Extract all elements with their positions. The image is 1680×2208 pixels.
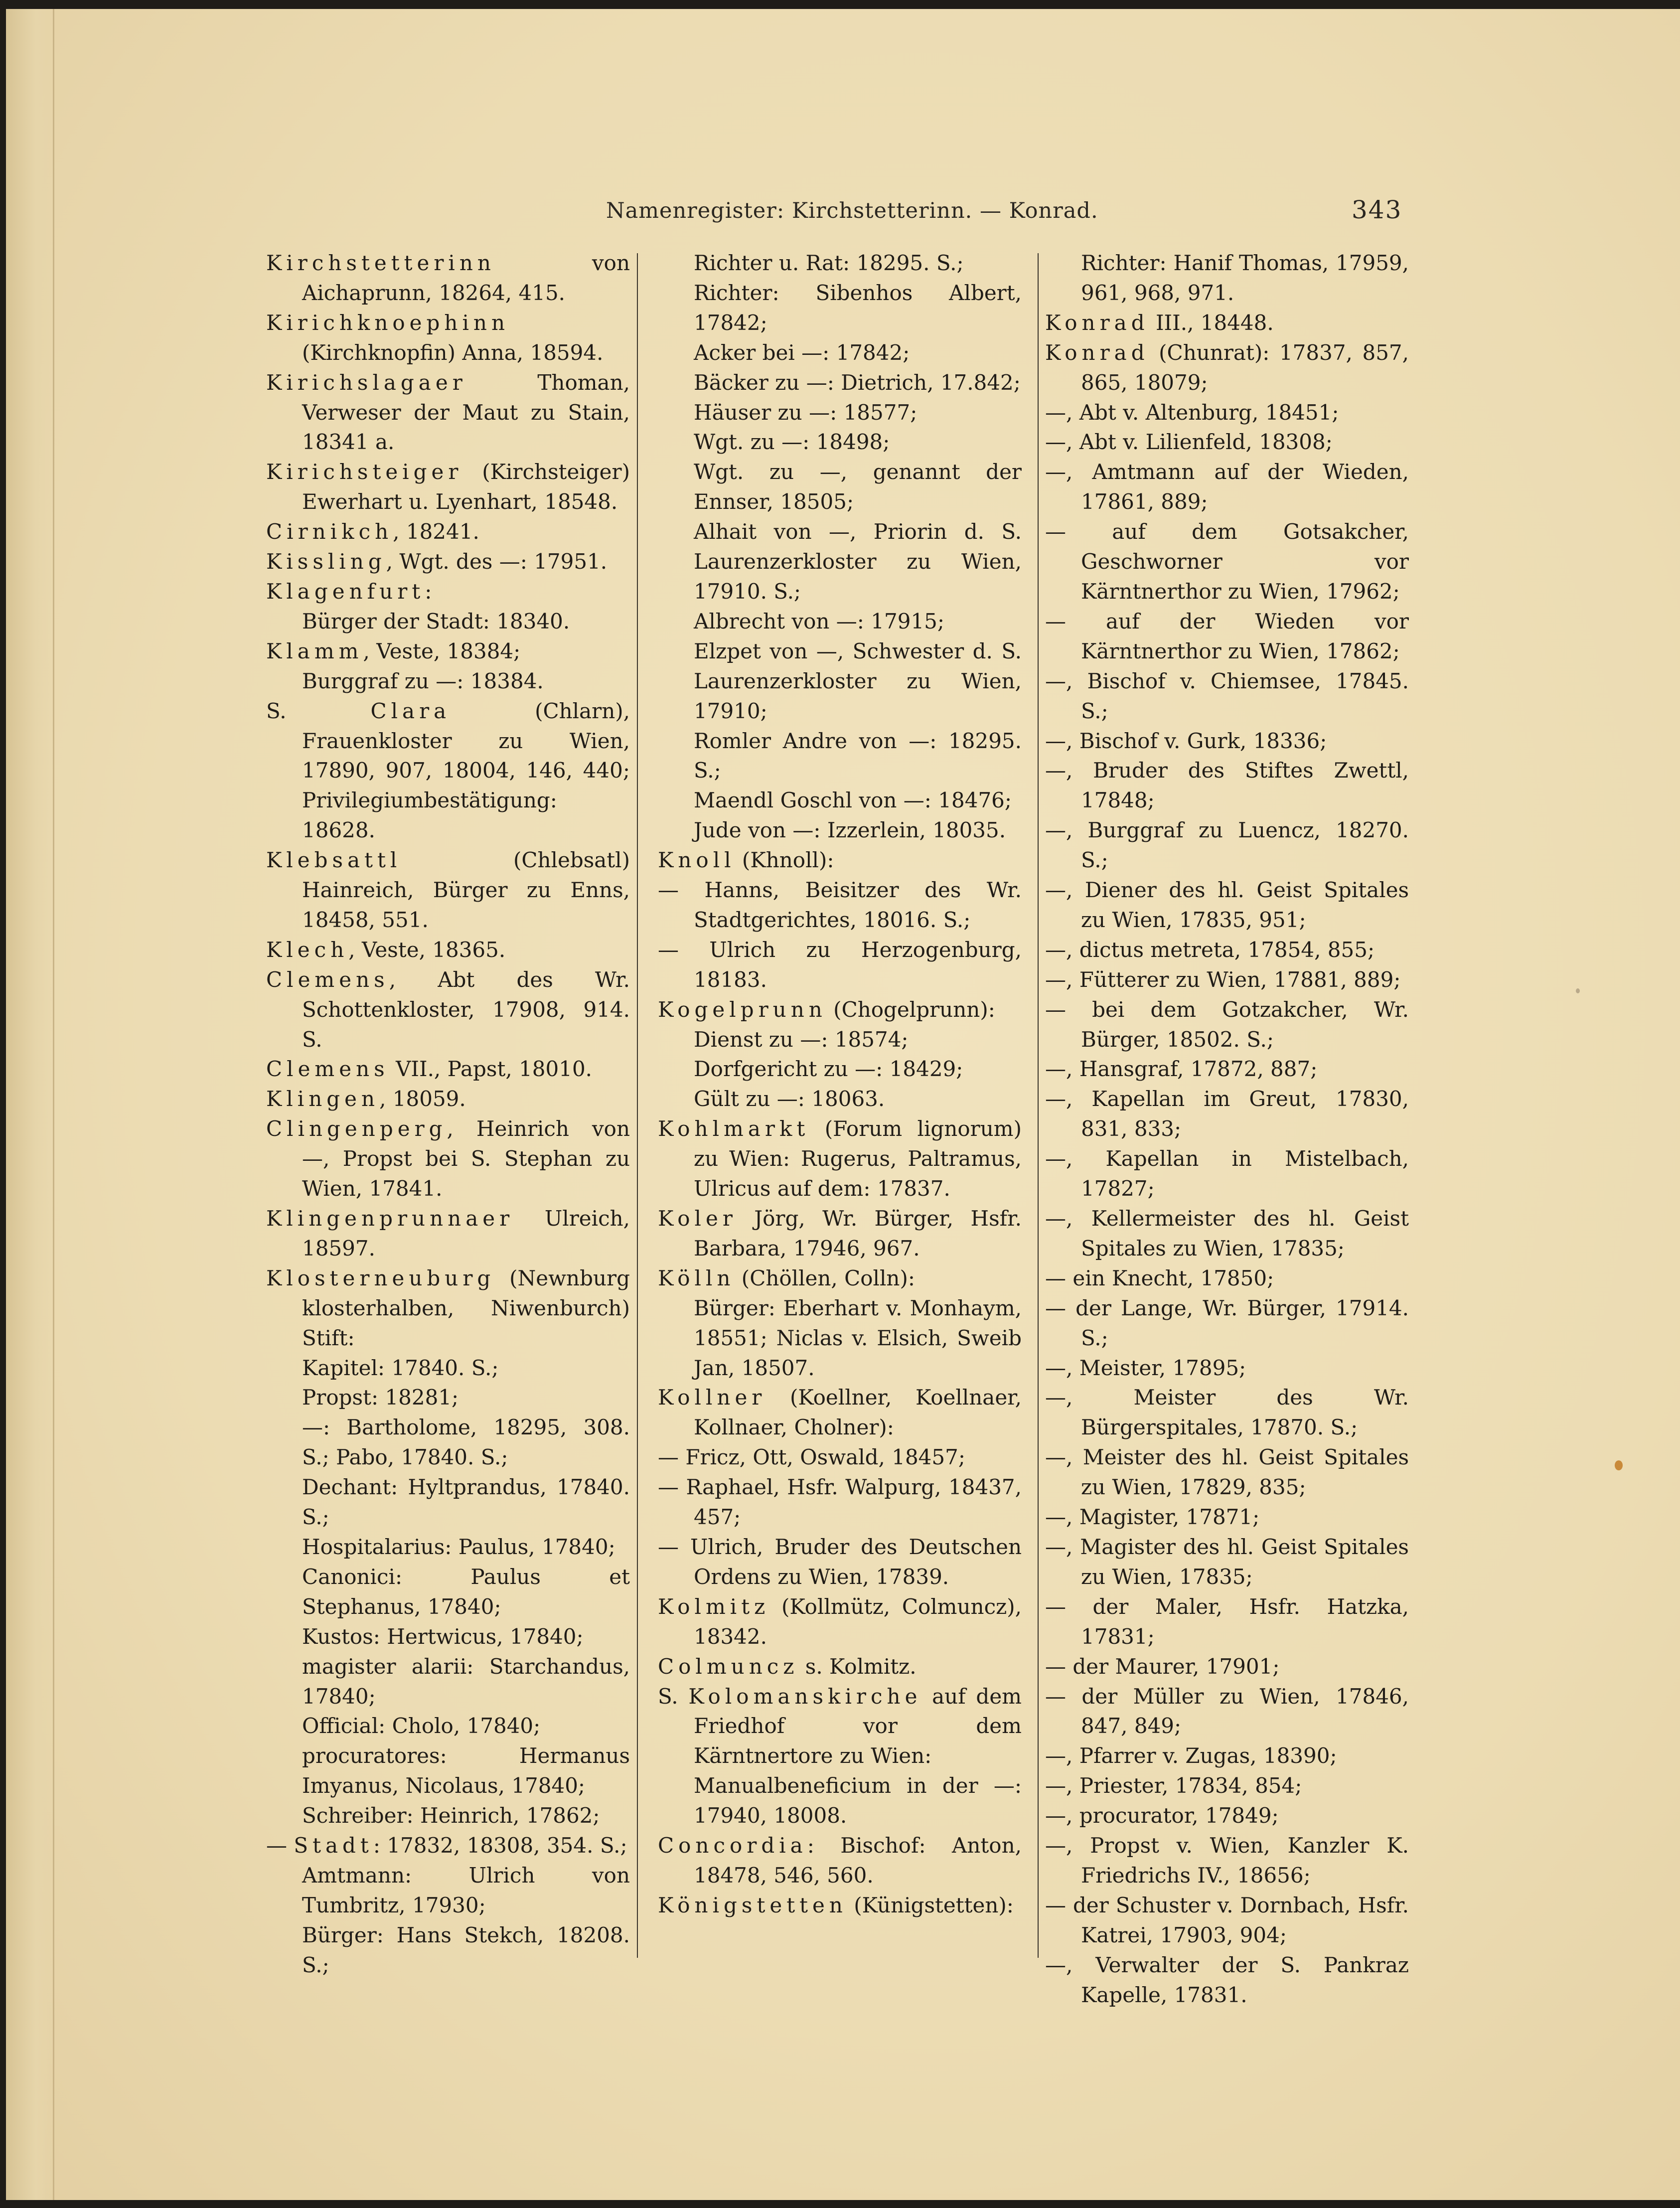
entry-keyword: Klech	[266, 937, 349, 962]
index-entry	[658, 338, 1022, 368]
index-entry	[1045, 1263, 1409, 1293]
index-entry	[658, 1472, 1022, 1532]
index-entry	[1045, 1532, 1409, 1592]
entry-text: Wgt. zu —, genannt der Ennser, 18505;	[694, 460, 1022, 514]
entry-text: Gült zu —: 18063.	[694, 1087, 885, 1111]
index-entry	[658, 1532, 1022, 1592]
entry-text: Maendl Goschl von —: 18476;	[694, 788, 1012, 813]
index-entry	[1045, 1652, 1409, 1682]
entry-keyword: Cirnikch	[266, 519, 393, 544]
index-entry	[266, 248, 630, 308]
index-entry	[658, 1025, 1022, 1055]
entry-text: VII., Papst, 18010.	[389, 1057, 593, 1082]
index-entry	[266, 547, 630, 577]
entry-text: — der Schuster v. Dornbach, Hsfr. Katrei, 17903, 904;	[1045, 1893, 1409, 1947]
index-entry	[1045, 1801, 1409, 1831]
entry-text: Bürger: Eberhart v. Monhaym, 18551; Niclas v. Elsich, Sweib Jan, 18507.	[694, 1295, 1022, 1380]
entry-keyword: Klingenprunnaer	[266, 1206, 514, 1231]
entry-text: Manualbeneficium in der —: 17940, 18008.	[694, 1773, 1022, 1828]
index-entry	[266, 1114, 630, 1204]
entry-text: Romler Andre von —: 18295. S.;	[694, 728, 1022, 783]
index-entry	[1045, 666, 1409, 726]
entry-text: Richter: Hanif Thomas, 17959, 961, 968, 971.	[1081, 251, 1409, 305]
entry-keyword: Concordia	[658, 1833, 807, 1858]
entry-text: : Bischof: Anton, 18478, 546, 560.	[694, 1833, 1022, 1888]
entry-text: Amtmann: Ulrich von Tumbritz, 17930;	[302, 1863, 630, 1917]
entry-text: — der Müller zu Wien, 17846, 847, 849;	[1045, 1684, 1409, 1738]
index-entry	[658, 1084, 1022, 1114]
index-entry	[266, 1652, 630, 1712]
entry-keyword: Clemens	[266, 1057, 389, 1082]
entry-text: magister alarii: Starchandus, 17840;	[302, 1654, 630, 1709]
index-entry	[266, 696, 630, 846]
index-entry	[1045, 1054, 1409, 1084]
entry-text: —, Meister des hl. Geist Spitales zu Wien, 17829, 835;	[1045, 1445, 1409, 1500]
index-column-1	[266, 248, 630, 1980]
entry-text: , Abt des Wr. Schottenkloster, 17908, 914. S.	[302, 967, 630, 1052]
index-entry	[1045, 1442, 1409, 1502]
entry-text: Wgt. zu —: 18498;	[694, 430, 890, 455]
entry-text: Bürger der Stadt: 18340.	[302, 609, 570, 633]
index-entry	[266, 1413, 630, 1472]
index-entry	[1045, 398, 1409, 428]
entry-text: von Aichaprunn, 18264, 415.	[302, 251, 630, 305]
index-entry	[266, 1562, 630, 1622]
index-entry	[266, 607, 630, 636]
index-entry	[266, 1711, 630, 1741]
index-entry	[658, 875, 1022, 935]
entry-keyword: Klamm	[266, 638, 363, 663]
entry-text: Propst: 18281;	[302, 1385, 459, 1410]
entry-text: (Chlarn), Frauenkloster zu Wien, 17890, 907, 18004, 146, 440; Privilegiumbestätigung: 18628.	[302, 698, 630, 843]
entry-text: —, Bruder des Stiftes Zwettl, 17848;	[1045, 758, 1409, 813]
page-header	[6, 194, 1680, 229]
entry-text: Schreiber: Heinrich, 17862;	[302, 1803, 600, 1828]
entry-text: Jude von —: Izzerlein, 18035.	[694, 818, 1006, 843]
entry-text: Alhait von —, Priorin d. S. Laurenzerkloster zu Wien, 17910. S.;	[694, 519, 1022, 604]
index-entry	[266, 1353, 630, 1383]
index-entry	[658, 995, 1022, 1025]
index-entry	[658, 427, 1022, 457]
entry-text: , Wgt. des —: 17951.	[386, 549, 608, 574]
entry-prefix: S.	[266, 698, 371, 723]
index-entry	[1045, 517, 1409, 607]
index-entry	[658, 368, 1022, 398]
binding-fold	[53, 9, 54, 2200]
index-entry	[1045, 607, 1409, 666]
index-entry	[266, 457, 630, 517]
entry-keyword: Kollner	[658, 1385, 766, 1410]
entry-text: — ein Knecht, 17850;	[1045, 1265, 1274, 1290]
index-entry	[1045, 756, 1409, 815]
entry-keyword: Königstetten	[658, 1893, 847, 1917]
index-entry	[1045, 248, 1409, 308]
index-entry	[1045, 1741, 1409, 1771]
entry-text: —, Meister des Wr. Bürgerspitales, 17870. S.;	[1045, 1385, 1409, 1440]
index-entry	[1045, 1682, 1409, 1741]
entry-text: —, Kapellan in Mistelbach, 17827;	[1045, 1146, 1409, 1201]
index-entry	[1045, 965, 1409, 995]
index-entry	[658, 636, 1022, 726]
paper-stain	[1576, 988, 1580, 993]
entry-text: Kapitel: 17840. S.;	[302, 1355, 499, 1380]
entry-text: —, Magister, 17871;	[1045, 1505, 1260, 1530]
index-entry	[658, 248, 1022, 278]
entry-text: Bäcker zu —: Dietrich, 17.842;	[694, 370, 1021, 395]
entry-keyword: Clingenperg	[266, 1116, 447, 1141]
entry-text: Burggraf zu —: 18384.	[302, 668, 544, 693]
entry-text: (Koellner, Koellnaer, Kollnaer, Cholner):	[694, 1385, 1022, 1440]
entry-keyword: Klingen	[266, 1087, 380, 1111]
entry-text: —, Verwalter der S. Pankraz Kapelle, 17831.	[1045, 1952, 1409, 2007]
index-entry	[1045, 427, 1409, 457]
entry-text: — der Maler, Hsfr. Hatzka, 17831;	[1045, 1594, 1409, 1649]
index-entry	[658, 935, 1022, 995]
column-divider	[637, 253, 638, 1958]
index-entry	[1045, 1771, 1409, 1801]
entry-keyword: Konrad	[1045, 340, 1149, 365]
entry-text: Ulreich, 18597.	[302, 1206, 630, 1261]
running-title: Namenregister: Kirchstetterinn. — Konrad.	[606, 198, 1098, 223]
index-entry	[1045, 815, 1409, 875]
entry-text: Dienst zu —: 18574;	[694, 1027, 909, 1052]
index-entry	[1045, 1204, 1409, 1263]
index-entry	[1045, 1144, 1409, 1204]
index-entry	[658, 1263, 1022, 1293]
entry-text: , Heinrich von —, Propst bei S. Stephan zu Wien, 17841.	[302, 1116, 630, 1201]
entry-text: auf dem Friedhof vor dem Kärntnertore zu Wien:	[694, 1684, 1022, 1768]
entry-text: III., 18448.	[1149, 310, 1274, 335]
index-entry	[658, 1054, 1022, 1084]
index-entry	[1045, 1831, 1409, 1891]
index-entry	[1045, 1353, 1409, 1383]
index-entry	[658, 1442, 1022, 1472]
entry-text: —: Bartholome, 18295, 308. S.; Pabo, 17840. S.;	[302, 1415, 630, 1470]
index-entry	[1045, 875, 1409, 935]
entry-keyword: Koler	[658, 1206, 737, 1231]
index-entry	[658, 278, 1022, 338]
index-entry	[658, 1771, 1022, 1831]
entry-text: — bei dem Gotzakcher, Wr. Bürger, 18502. S.;	[1045, 997, 1409, 1052]
entry-keyword: Kölln	[658, 1265, 735, 1290]
entry-text: —, Hansgraf, 17872, 887;	[1045, 1057, 1318, 1082]
entry-text: —, Bischof v. Gurk, 18336;	[1045, 728, 1327, 753]
entry-keyword: Kohlmarkt	[658, 1116, 810, 1141]
entry-keyword: Kirichslagaer	[266, 370, 467, 395]
index-entry	[1045, 1950, 1409, 2010]
index-entry	[266, 666, 630, 696]
entry-text: —, dictus metreta, 17854, 855;	[1045, 937, 1375, 962]
entry-text: —, Magister des hl. Geist Spitales zu Wien, 17835;	[1045, 1534, 1409, 1589]
entry-text: , Veste, 18365.	[348, 937, 506, 962]
entry-keyword: Klagenfurt	[266, 579, 425, 604]
index-entry	[658, 1831, 1022, 1891]
index-entry	[266, 1831, 630, 1861]
index-entry	[658, 815, 1022, 845]
index-entry	[266, 1920, 630, 1980]
entry-text: — auf der Wieden vor Kärntnerthor zu Wien, 17862;	[1045, 609, 1409, 663]
entry-text: Bürger: Hans Stekch, 18208. S.;	[302, 1922, 630, 1977]
index-entry	[266, 1204, 630, 1263]
entry-text: , 18059.	[379, 1087, 466, 1111]
index-entry	[1045, 1084, 1409, 1144]
index-entry	[266, 935, 630, 965]
index-entry	[266, 1383, 630, 1413]
entry-text: Thoman, Verweser der Maut zu Stain, 18341 a.	[302, 370, 630, 455]
entry-text: s. Kolmitz.	[798, 1654, 916, 1679]
entry-text: — Raphael, Hsfr. Walpurg, 18437, 457;	[658, 1475, 1022, 1530]
entry-text: Dechant: Hyltprandus, 17840. S.;	[302, 1475, 630, 1530]
entry-text: —, Pfarrer v. Zugas, 18390;	[1045, 1743, 1337, 1768]
entry-text: —, Kellermeister des hl. Geist Spitales zu Wien, 17835;	[1045, 1206, 1409, 1261]
index-entry	[658, 1293, 1022, 1383]
entry-keyword: Kogelprunn	[658, 997, 827, 1022]
index-column-2	[658, 248, 1022, 1920]
entry-text: Canonici: Paulus et Stephanus, 17840;	[302, 1564, 630, 1619]
index-entry	[266, 1054, 630, 1084]
entry-keyword: Klosterneuburg	[266, 1265, 495, 1290]
entry-text: —, Priester, 17834, 854;	[1045, 1773, 1302, 1798]
entry-text: —, Bischof v. Chiemsee, 17845. S.;	[1045, 668, 1409, 723]
index-entry	[266, 577, 630, 607]
index-entry	[658, 1383, 1022, 1442]
index-entry	[658, 786, 1022, 815]
index-entry	[266, 308, 630, 368]
entry-text: Richter: Sibenhos Albert, 17842;	[694, 280, 1022, 335]
entry-keyword: Kirichsteiger	[266, 460, 463, 484]
entry-text: Acker bei —: 17842;	[694, 340, 910, 365]
entry-text: :	[425, 579, 432, 604]
entry-text: Kustos: Hertwicus, 17840;	[302, 1624, 584, 1649]
entry-text: —, Abt v. Altenburg, 18451;	[1045, 400, 1339, 425]
entry-text: (Khnoll):	[735, 848, 834, 873]
entry-keyword: Klebsattl	[266, 848, 402, 873]
index-entry	[658, 845, 1022, 875]
entry-text: —, Fütterer zu Wien, 17881, 889;	[1045, 967, 1401, 992]
index-entry	[658, 1682, 1022, 1771]
index-entry	[658, 398, 1022, 428]
index-entry	[1045, 935, 1409, 965]
entry-keyword: Kirchstetterinn	[266, 251, 495, 275]
index-entry	[266, 1084, 630, 1114]
entry-keyword: Knoll	[658, 848, 736, 873]
entry-text: — auf dem Gotsakcher, Geschworner vor Kärntnerthor zu Wien, 17962;	[1045, 519, 1409, 604]
index-column-3	[1045, 248, 1409, 2010]
entry-keyword: Clemens	[266, 967, 389, 992]
entry-text: — der Lange, Wr. Bürger, 17914. S.;	[1045, 1295, 1409, 1350]
entry-text: —, Kapellan im Greut, 17830, 831, 833;	[1045, 1087, 1409, 1141]
index-entry	[1045, 1502, 1409, 1532]
entry-text: — der Maurer, 17901;	[1045, 1654, 1280, 1679]
entry-text: Elzpet von —, Schwester d. S. Laurenzerkloster zu Wien, 17910;	[694, 638, 1022, 723]
index-entry	[658, 1204, 1022, 1263]
entry-keyword: Kolmitz	[658, 1594, 770, 1619]
index-entry	[658, 607, 1022, 636]
entry-text: Häuser zu —: 18577;	[694, 400, 917, 425]
entry-text: (Chöllen, Colln):	[735, 1265, 916, 1290]
paper-stain	[1615, 1460, 1623, 1470]
index-entry	[266, 368, 630, 458]
index-entry	[658, 517, 1022, 607]
entry-text: (Kollmütz, Colmuncz), 18342.	[694, 1594, 1022, 1649]
entry-text: (Chunrat): 17837, 857, 865, 18079;	[1081, 340, 1409, 395]
index-entry	[266, 1741, 630, 1801]
entry-keyword: Kissling	[266, 549, 386, 574]
entry-text: Jörg, Wr. Bürger, Hsfr. Barbara, 17946, 967.	[694, 1206, 1022, 1261]
index-entry	[266, 1801, 630, 1831]
index-entry	[1045, 1293, 1409, 1353]
entry-text: procuratores: Hermanus Imyanus, Nicolaus, 17840;	[302, 1743, 630, 1798]
entry-text: (Forum lignorum) zu Wien: Rugerus, Paltramus, Ulricus auf dem: 17837.	[694, 1116, 1022, 1201]
index-entry	[1045, 308, 1409, 338]
index-entry	[266, 1472, 630, 1532]
entry-text: (Kirchsteiger) Ewerhart u. Lyenhart, 18548.	[302, 460, 630, 514]
entry-keyword: Konrad	[1045, 310, 1149, 335]
index-entry	[1045, 338, 1409, 398]
entry-keyword: Kirichknoephinn	[266, 310, 510, 335]
index-entry	[1045, 457, 1409, 517]
entry-text: —, Abt v. Lilienfeld, 18308;	[1045, 430, 1333, 455]
entry-text: Hospitalarius: Paulus, 17840;	[302, 1534, 615, 1559]
entry-text: Official: Cholo, 17840;	[302, 1714, 541, 1738]
index-entry	[658, 1114, 1022, 1204]
index-entry	[658, 1592, 1022, 1652]
index-entry	[658, 457, 1022, 517]
entry-text: (Kirchknopfin) Anna, 18594.	[302, 340, 604, 365]
index-entry	[658, 726, 1022, 786]
entry-keyword: Kolomanskirche	[688, 1684, 922, 1709]
entry-text: —, Amtmann auf der Wieden, 17861, 889;	[1045, 460, 1409, 514]
entry-text: , 18241.	[393, 519, 479, 544]
entry-keyword: Stadt	[294, 1833, 373, 1858]
entry-text: (Chlebsatl) Hainreich, Bürger zu Enns, 18458, 551.	[302, 848, 630, 932]
index-entry	[658, 1652, 1022, 1682]
entry-text: — Fricz, Ott, Oswald, 18457;	[658, 1445, 965, 1470]
index-entry	[658, 1891, 1022, 1920]
entry-text: — Ulrich zu Herzogenburg, 18183.	[658, 937, 1022, 992]
index-entry	[266, 965, 630, 1055]
column-divider	[1038, 253, 1039, 1958]
index-entry	[1045, 1891, 1409, 1950]
entry-text: —, Meister, 17895;	[1045, 1355, 1246, 1380]
entry-text: (Künigstetten):	[847, 1893, 1014, 1917]
entry-text: , Veste, 18384;	[363, 638, 521, 663]
index-entry	[266, 517, 630, 547]
entry-keyword: Colmuncz	[658, 1654, 799, 1679]
page-number: 343	[1352, 195, 1402, 224]
index-entry	[266, 1861, 630, 1920]
index-entry	[1045, 1383, 1409, 1442]
entry-keyword: Clara	[370, 698, 451, 723]
index-entry	[266, 845, 630, 935]
entry-text: (Chogelprunn):	[826, 997, 995, 1022]
entry-prefix: —	[266, 1833, 294, 1858]
index-entry	[266, 1622, 630, 1652]
entry-text: — Ulrich, Bruder des Deutschen Ordens zu Wien, 17839.	[658, 1534, 1022, 1589]
entry-text: —, Burggraf zu Luencz, 18270. S.;	[1045, 818, 1409, 873]
entry-text: Richter u. Rat: 18295. S.;	[694, 251, 964, 275]
entry-text: —, Diener des hl. Geist Spitales zu Wien, 17835, 951;	[1045, 878, 1409, 932]
index-entry	[1045, 726, 1409, 756]
entry-text: —, Propst v. Wien, Kanzler K. Friedrichs IV., 18656;	[1045, 1833, 1409, 1888]
index-entry	[266, 1532, 630, 1562]
entry-text: Albrecht von —: 17915;	[694, 609, 945, 633]
entry-text: — Hanns, Beisitzer des Wr. Stadtgerichtes, 18016. S.;	[658, 878, 1022, 932]
page-spine-shadow	[6, 9, 56, 2200]
entry-text: —, procurator, 17849;	[1045, 1803, 1279, 1828]
index-entry	[1045, 995, 1409, 1055]
index-entry	[266, 636, 630, 666]
entry-prefix: S.	[658, 1684, 689, 1709]
index-entry	[266, 1263, 630, 1353]
entry-text: Dorfgericht zu —: 18429;	[694, 1057, 963, 1082]
book-page	[6, 9, 1680, 2200]
index-entry	[1045, 1592, 1409, 1652]
entry-text: (Newnburg klosterhalben, Niwenburch) Stift:	[302, 1265, 630, 1350]
entry-text: : 17832, 18308, 354. S.;	[373, 1833, 627, 1858]
